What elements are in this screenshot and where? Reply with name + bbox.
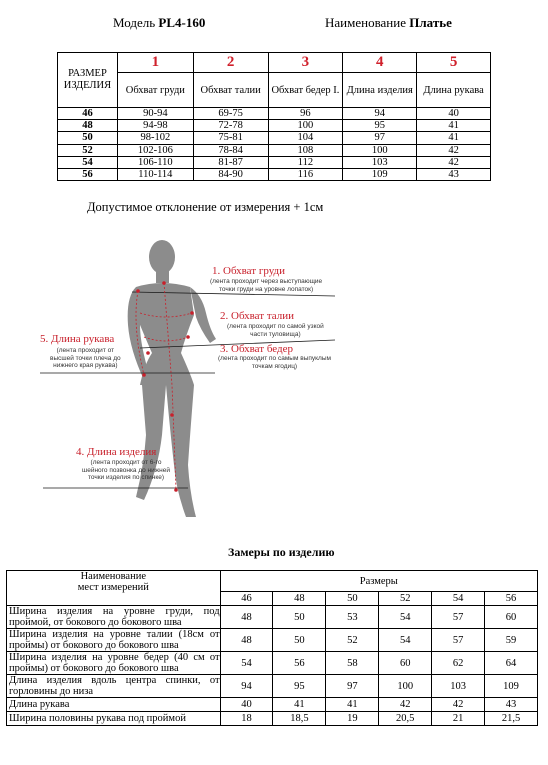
size-column-header: 52 (379, 592, 432, 606)
size-value-cell: 72-78 (193, 120, 268, 132)
measure-name-cell: Длина изделия вдоль центра спинки, от горловины до низа (7, 675, 221, 698)
size-value-cell: 97 (343, 132, 417, 144)
measure-value-cell: 54 (379, 606, 432, 629)
size-value-cell: 110-114 (117, 168, 193, 180)
col-number-3: 3 (268, 53, 343, 73)
measure-value-cell: 42 (379, 698, 432, 712)
measure-row (7, 675, 538, 698)
measure-row (7, 652, 538, 675)
measure-value-cell: 57 (432, 606, 485, 629)
sizes-header: Размеры (220, 571, 537, 592)
size-value-cell: 104 (268, 132, 343, 144)
measure-name-cell: Ширина изделия на уровне груди, под проймой, от бокового до бокового шва (7, 606, 221, 629)
measure-value-cell: 41 (273, 698, 326, 712)
measure-value-cell: 20,5 (379, 712, 432, 726)
measure-row (7, 629, 538, 652)
size-cell: 56 (58, 168, 118, 180)
size-value-cell: 42 (417, 156, 491, 168)
measure-row (7, 606, 538, 629)
measure-name-cell: Ширина половины рукава под проймой (7, 712, 221, 726)
measure-value-cell: 95 (273, 675, 326, 698)
note-length: (лента проходит от 6-го шейного позвонка до нижней точки изделия по спинке) (82, 459, 170, 481)
col-label: Обхват бедер I. (268, 73, 343, 108)
size-value-cell: 116 (268, 168, 343, 180)
measure-value-cell: 60 (379, 652, 432, 675)
measure-value-cell: 103 (432, 675, 485, 698)
size-cell: 52 (58, 144, 118, 156)
measure-value-cell: 56 (273, 652, 326, 675)
measure-value-cell: 100 (379, 675, 432, 698)
size-column-header: 48 (273, 592, 326, 606)
measure-name-cell: Ширина изделия на уровне бедер (40 см от проймы) от бокового до бокового шва (7, 652, 221, 675)
size-value-cell: 69-75 (193, 108, 268, 120)
measure-value-cell: 50 (273, 606, 326, 629)
col-number-5: 5 (417, 53, 491, 73)
size-row (58, 132, 491, 144)
measure-value-cell: 48 (220, 606, 273, 629)
label-waist: 2. Обхват талии (220, 310, 295, 322)
size-value-cell: 112 (268, 156, 343, 168)
size-value-cell: 103 (343, 156, 417, 168)
size-value-cell: 96 (268, 108, 343, 120)
measure-value-cell: 54 (220, 652, 273, 675)
name-header: Наименование мест измерений (7, 571, 221, 606)
measure-value-cell: 41 (326, 698, 379, 712)
measure-name-cell: Длина рукава (7, 698, 221, 712)
size-value-cell: 75-81 (193, 132, 268, 144)
size-row (58, 108, 491, 120)
size-value-cell: 109 (343, 168, 417, 180)
size-table (57, 52, 491, 181)
measure-value-cell: 40 (220, 698, 273, 712)
col-number-1: 1 (117, 53, 193, 73)
measure-value-cell: 57 (432, 629, 485, 652)
measure-value-cell: 60 (485, 606, 538, 629)
size-value-cell: 41 (417, 120, 491, 132)
measure-value-cell: 97 (326, 675, 379, 698)
size-column-header: 54 (432, 592, 485, 606)
size-column-header: 50 (326, 592, 379, 606)
measure-row (7, 698, 538, 712)
product-name: Платье (409, 15, 452, 30)
measure-value-cell: 42 (432, 698, 485, 712)
size-value-cell: 100 (343, 144, 417, 156)
note-sleeve: (лента проходит от высшей точки плеча до нижнего края рукава) (50, 347, 121, 369)
name-line (325, 15, 452, 31)
tolerance-note: Допустимое отклонение от измерения + 1см (87, 200, 324, 214)
size-value-cell: 41 (417, 132, 491, 144)
size-value-cell: 102-106 (117, 144, 193, 156)
col-number-2: 2 (193, 53, 268, 73)
size-value-cell: 78-84 (193, 144, 268, 156)
measure-value-cell: 21 (432, 712, 485, 726)
size-row (58, 144, 491, 156)
measure-value-cell: 48 (220, 629, 273, 652)
name-prefix: Наименование (325, 15, 406, 30)
size-value-cell: 95 (343, 120, 417, 132)
note-waist: (лента проходит по самой узкой части туловища) (227, 323, 324, 338)
measure-value-cell: 58 (326, 652, 379, 675)
size-value-cell: 81-87 (193, 156, 268, 168)
measure-value-cell: 18,5 (273, 712, 326, 726)
size-value-cell: 43 (417, 168, 491, 180)
col-label: Обхват талии (193, 73, 268, 108)
measure-value-cell: 52 (326, 629, 379, 652)
measure-value-cell: 19 (326, 712, 379, 726)
measure-row (7, 712, 538, 726)
model-line (113, 15, 205, 31)
size-cell: 50 (58, 132, 118, 144)
section-title: Замеры по изделию (228, 545, 335, 559)
size-row (58, 168, 491, 180)
model-prefix: Модель (113, 15, 156, 30)
note-hips: (лента проходит по самым выпуклым точкам ягодиц) (218, 355, 331, 370)
size-cell: 48 (58, 120, 118, 132)
label-hips: 3. Обхват бедер (220, 343, 293, 355)
measure-value-cell: 59 (485, 629, 538, 652)
label-sleeve: 5. Длина рукава (40, 333, 115, 345)
size-value-cell: 94-98 (117, 120, 193, 132)
measure-value-cell: 43 (485, 698, 538, 712)
measure-value-cell: 53 (326, 606, 379, 629)
measure-name-cell: Ширина изделия на уровне талии (18см от проймы) от бокового до бокового шва (7, 629, 221, 652)
label-length: 4. Длина изделия (76, 446, 157, 458)
size-column-header: 46 (220, 592, 273, 606)
size-row (58, 156, 491, 168)
label-chest: 1. Обхват груди (212, 265, 285, 277)
measure-value-cell: 21,5 (485, 712, 538, 726)
measure-value-cell: 50 (273, 629, 326, 652)
model-code: PL4-160 (158, 15, 206, 30)
col-number-4: 4 (343, 53, 417, 73)
size-cell: 54 (58, 156, 118, 168)
measure-value-cell: 18 (220, 712, 273, 726)
size-value-cell: 42 (417, 144, 491, 156)
measurement-figure (40, 235, 360, 520)
size-row (58, 120, 491, 132)
col-label: Длина рукава (417, 73, 491, 108)
col-label: Обхват груди (117, 73, 193, 108)
measure-value-cell: 62 (432, 652, 485, 675)
measure-value-cell: 94 (220, 675, 273, 698)
size-value-cell: 106-110 (117, 156, 193, 168)
size-value-cell: 100 (268, 120, 343, 132)
size-value-cell: 84-90 (193, 168, 268, 180)
measure-value-cell: 109 (485, 675, 538, 698)
size-value-cell: 98-102 (117, 132, 193, 144)
measurements-table (6, 570, 538, 726)
size-value-cell: 108 (268, 144, 343, 156)
note-chest: (лента проходит через выступающие точки груди на уровне лопаток) (210, 278, 323, 293)
size-cell: 46 (58, 108, 118, 120)
size-header: РАЗМЕР ИЗДЕЛИЯ (58, 53, 118, 108)
size-value-cell: 90-94 (117, 108, 193, 120)
size-value-cell: 40 (417, 108, 491, 120)
measure-value-cell: 54 (379, 629, 432, 652)
size-column-header: 56 (485, 592, 538, 606)
measure-value-cell: 64 (485, 652, 538, 675)
col-label: Длина изделия (343, 73, 417, 108)
size-value-cell: 94 (343, 108, 417, 120)
